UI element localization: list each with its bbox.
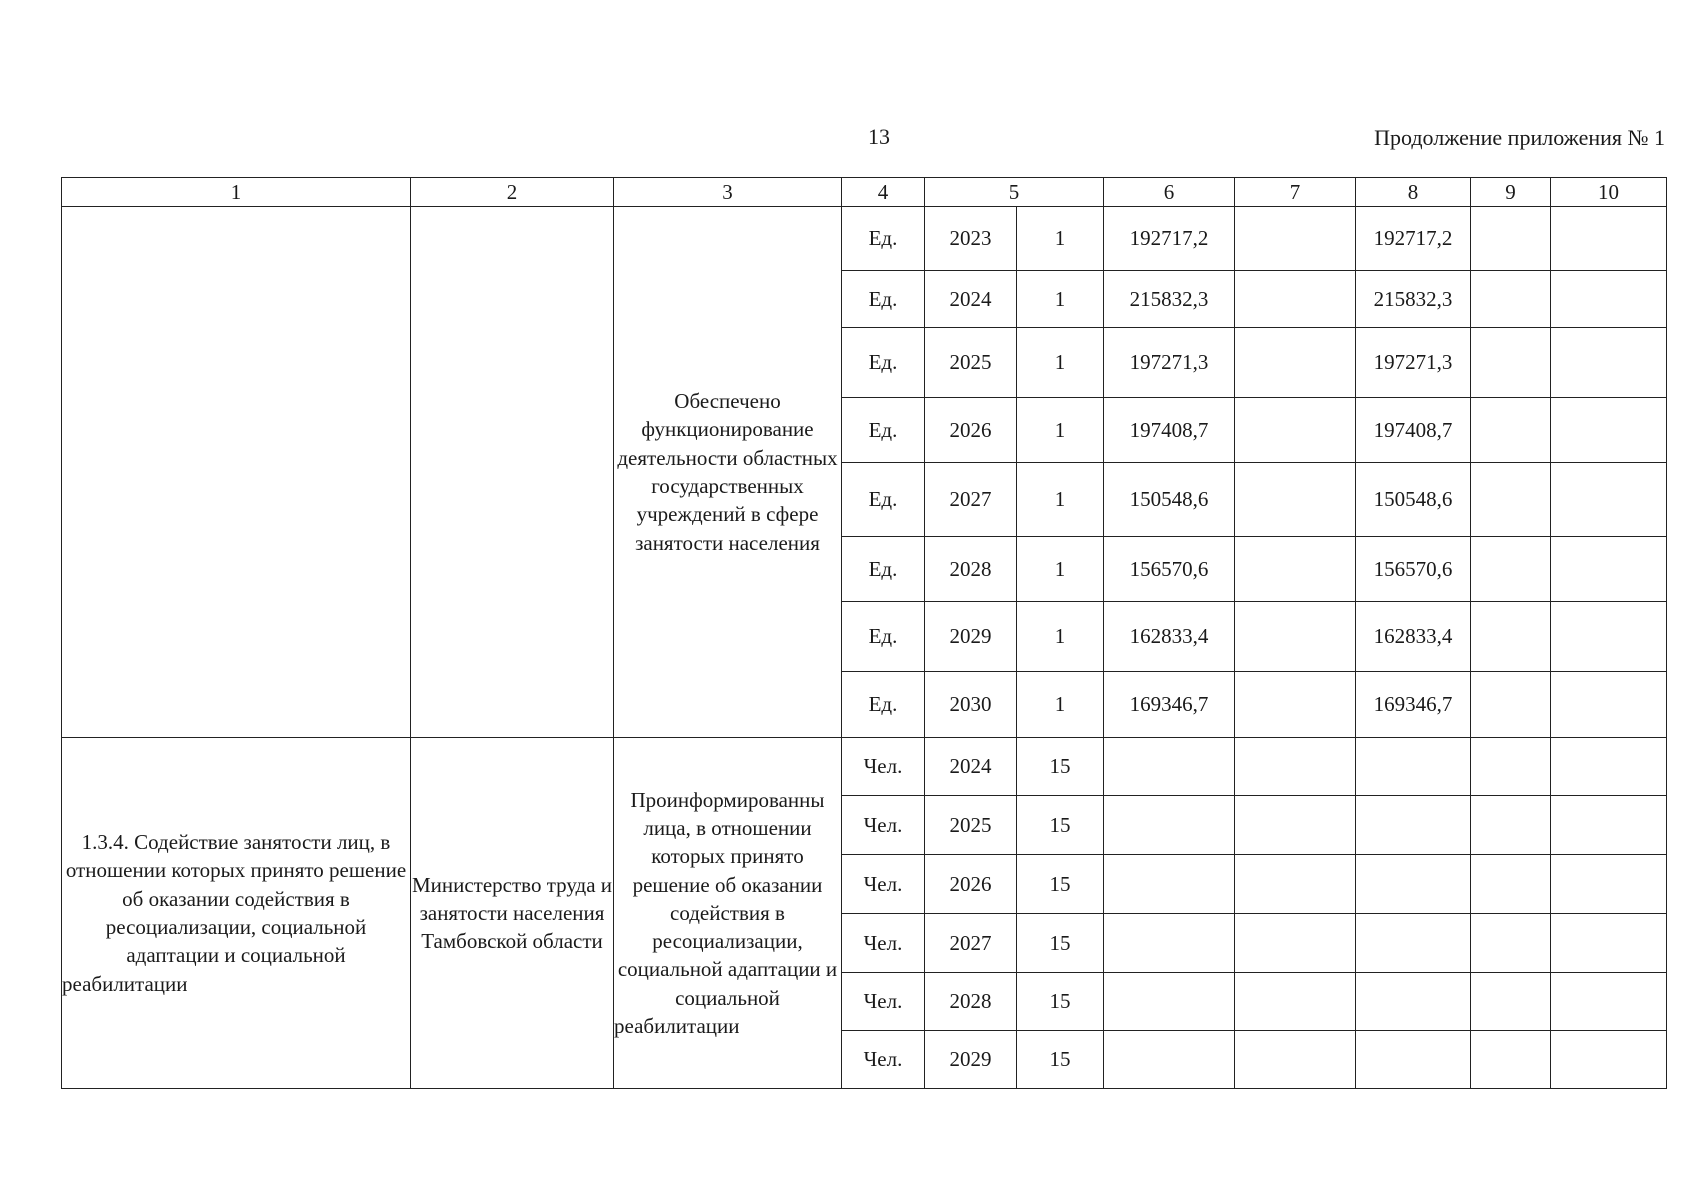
finance-col8-cell: 192717,2 <box>1356 207 1471 271</box>
header-col-1: 1 <box>62 178 411 207</box>
finance-col9-cell <box>1471 463 1551 537</box>
finance-col10-cell <box>1551 855 1667 914</box>
finance-col6-cell: 150548,6 <box>1104 463 1235 537</box>
table-row <box>62 738 1667 796</box>
finance-col7-cell <box>1235 463 1356 537</box>
finance-col10-cell <box>1551 207 1667 271</box>
finance-col6-cell: 197408,7 <box>1104 398 1235 463</box>
finance-col10-cell <box>1551 738 1667 796</box>
finance-col8-cell: 197271,3 <box>1356 328 1471 398</box>
finance-col10-cell <box>1551 463 1667 537</box>
finance-col8-cell: 169346,7 <box>1356 672 1471 738</box>
header-col-2: 2 <box>411 178 614 207</box>
finance-col6-cell: 169346,7 <box>1104 672 1235 738</box>
finance-col8-cell <box>1356 738 1471 796</box>
year-cell: 2025 <box>925 796 1017 855</box>
indicator-value-cell: 15 <box>1017 973 1104 1031</box>
indicator-value-cell: 1 <box>1017 328 1104 398</box>
unit-cell: Чел. <box>842 973 925 1031</box>
finance-col10-cell <box>1551 328 1667 398</box>
year-cell: 2029 <box>925 602 1017 672</box>
unit-cell: Чел. <box>842 796 925 855</box>
finance-col6-cell <box>1104 1031 1235 1089</box>
finance-col7-cell <box>1235 738 1356 796</box>
unit-cell: Ед. <box>842 602 925 672</box>
unit-cell: Ед. <box>842 398 925 463</box>
year-cell: 2028 <box>925 973 1017 1031</box>
header-col-4: 4 <box>842 178 925 207</box>
finance-col9-cell <box>1471 398 1551 463</box>
finance-col9-cell <box>1471 328 1551 398</box>
finance-col10-cell <box>1551 973 1667 1031</box>
finance-col6-cell <box>1104 855 1235 914</box>
finance-col7-cell <box>1235 398 1356 463</box>
header-col-9: 9 <box>1471 178 1551 207</box>
finance-col6-cell <box>1104 738 1235 796</box>
year-cell: 2028 <box>925 537 1017 602</box>
finance-col9-cell <box>1471 207 1551 271</box>
unit-cell: Ед. <box>842 207 925 271</box>
finance-col7-cell <box>1235 914 1356 973</box>
finance-col10-cell <box>1551 914 1667 973</box>
page-number: 13 <box>868 124 890 149</box>
finance-col6-cell <box>1104 973 1235 1031</box>
finance-col8-cell <box>1356 855 1471 914</box>
unit-cell: Ед. <box>842 463 925 537</box>
finance-col7-cell <box>1235 1031 1356 1089</box>
finance-col8-cell <box>1356 914 1471 973</box>
finance-col8-cell <box>1356 796 1471 855</box>
finance-col6-cell <box>1104 914 1235 973</box>
finance-col10-cell <box>1551 537 1667 602</box>
year-cell: 2025 <box>925 328 1017 398</box>
indicator-value-cell: 15 <box>1017 1031 1104 1089</box>
year-cell: 2026 <box>925 855 1017 914</box>
unit-cell: Чел. <box>842 914 925 973</box>
indicator-value-cell: 15 <box>1017 855 1104 914</box>
header-row <box>62 178 1667 207</box>
measure-name-cell: 1.3.4. Содействие занятости лиц, в отношении которых принято решение об оказании содействия в ресоциализации, социальной адаптации и социальной реабилитации <box>62 738 411 1089</box>
year-cell: 2027 <box>925 463 1017 537</box>
indicator-value-cell: 1 <box>1017 398 1104 463</box>
unit-cell: Чел. <box>842 1031 925 1089</box>
finance-col10-cell <box>1551 672 1667 738</box>
finance-col9-cell <box>1471 537 1551 602</box>
program-measures-table <box>61 177 1667 1089</box>
indicator-value-cell: 15 <box>1017 796 1104 855</box>
finance-col9-cell <box>1471 796 1551 855</box>
finance-col9-cell <box>1471 914 1551 973</box>
header-col-5: 5 <box>925 178 1104 207</box>
finance-col10-cell <box>1551 796 1667 855</box>
header-col-3: 3 <box>614 178 842 207</box>
finance-col6-cell: 215832,3 <box>1104 271 1235 328</box>
finance-col10-cell <box>1551 271 1667 328</box>
unit-cell: Ед. <box>842 328 925 398</box>
measure-name-cell <box>62 207 411 738</box>
year-cell: 2027 <box>925 914 1017 973</box>
finance-col7-cell <box>1235 271 1356 328</box>
finance-col7-cell <box>1235 207 1356 271</box>
unit-cell: Ед. <box>842 271 925 328</box>
unit-cell: Чел. <box>842 855 925 914</box>
indicator-value-cell: 1 <box>1017 463 1104 537</box>
header-col-10: 10 <box>1551 178 1667 207</box>
finance-col9-cell <box>1471 271 1551 328</box>
finance-col9-cell <box>1471 672 1551 738</box>
finance-col6-cell: 197271,3 <box>1104 328 1235 398</box>
header-col-7: 7 <box>1235 178 1356 207</box>
finance-col8-cell: 150548,6 <box>1356 463 1471 537</box>
finance-col10-cell <box>1551 1031 1667 1089</box>
finance-col8-cell: 156570,6 <box>1356 537 1471 602</box>
finance-col9-cell <box>1471 602 1551 672</box>
indicator-value-cell: 1 <box>1017 271 1104 328</box>
unit-cell: Ед. <box>842 537 925 602</box>
year-cell: 2029 <box>925 1031 1017 1089</box>
year-cell: 2026 <box>925 398 1017 463</box>
appendix-continuation-note: Продолжение приложения № 1 <box>1374 125 1665 150</box>
finance-col9-cell <box>1471 973 1551 1031</box>
table-row <box>62 207 1667 271</box>
finance-col7-cell <box>1235 328 1356 398</box>
finance-col7-cell <box>1235 796 1356 855</box>
table-body <box>62 207 1667 1089</box>
year-cell: 2030 <box>925 672 1017 738</box>
finance-col7-cell <box>1235 973 1356 1031</box>
result-description-cell: Проинформированны лица, в отношении которых принято решение об оказании содействия в ресоциализации, социальной адаптации и социальной реабилитации <box>614 738 842 1089</box>
indicator-value-cell: 15 <box>1017 738 1104 796</box>
finance-col8-cell <box>1356 1031 1471 1089</box>
executor-cell <box>411 207 614 738</box>
finance-col8-cell: 215832,3 <box>1356 271 1471 328</box>
finance-col9-cell <box>1471 1031 1551 1089</box>
finance-col6-cell: 192717,2 <box>1104 207 1235 271</box>
finance-col7-cell <box>1235 672 1356 738</box>
executor-cell: Министерство труда и занятости населения Тамбовской области <box>411 738 614 1089</box>
indicator-value-cell: 1 <box>1017 602 1104 672</box>
indicator-value-cell: 1 <box>1017 207 1104 271</box>
indicator-value-cell: 1 <box>1017 672 1104 738</box>
finance-col9-cell <box>1471 738 1551 796</box>
finance-col6-cell: 162833,4 <box>1104 602 1235 672</box>
finance-col7-cell <box>1235 602 1356 672</box>
finance-col10-cell <box>1551 602 1667 672</box>
year-cell: 2023 <box>925 207 1017 271</box>
finance-col9-cell <box>1471 855 1551 914</box>
finance-col8-cell <box>1356 973 1471 1031</box>
finance-col6-cell: 156570,6 <box>1104 537 1235 602</box>
finance-col7-cell <box>1235 855 1356 914</box>
header-col-8: 8 <box>1356 178 1471 207</box>
header-col-6: 6 <box>1104 178 1235 207</box>
finance-col10-cell <box>1551 398 1667 463</box>
unit-cell: Чел. <box>842 738 925 796</box>
finance-col7-cell <box>1235 537 1356 602</box>
result-description-cell: Обеспечено функционирование деятельности областных государственных учреждений в сфере занятости населения <box>614 207 842 738</box>
year-cell: 2024 <box>925 738 1017 796</box>
indicator-value-cell: 1 <box>1017 537 1104 602</box>
finance-col8-cell: 197408,7 <box>1356 398 1471 463</box>
indicator-value-cell: 15 <box>1017 914 1104 973</box>
finance-col6-cell <box>1104 796 1235 855</box>
finance-col8-cell: 162833,4 <box>1356 602 1471 672</box>
unit-cell: Ед. <box>842 672 925 738</box>
year-cell: 2024 <box>925 271 1017 328</box>
